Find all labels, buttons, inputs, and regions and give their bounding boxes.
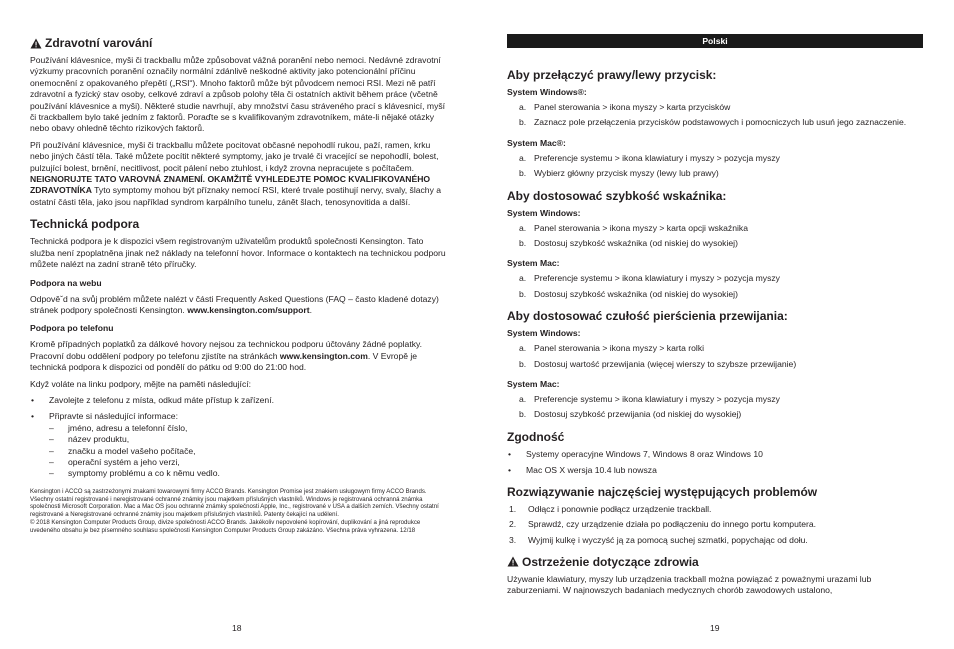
os-label-windows: System Windows: [507, 207, 581, 218]
step-marker: a. [519, 102, 527, 112]
step-text: Sprawdź, czy urządzenie działa po podłączeniu do innego portu komputera. [528, 519, 817, 530]
phone-support-text-a: Kromě případných poplatků za dálkové hovory nejsou za technickou podporu účtovány žádné poplatky. Pracovní dobu oddělení podpory po telefonu zjistíte na stránkách [30, 339, 423, 361]
list-item [507, 238, 923, 249]
buttons-windows-steps [507, 102, 923, 129]
step-text: Panel sterowania > ikona myszy > karta rolki [534, 343, 705, 354]
health-warning-emphasis: NEIGNORUJTE TATO VAROVNÁ ZNAMENÍ. OKAMŽITĚ VYHLEDEJTE POMOC KVALIFIKOVANÉHO ZDRAVOTNÍKA [30, 174, 431, 196]
tech-support-heading [30, 217, 447, 231]
step-text: Wyjmij kulkę i wyczyść ją za pomocą suchej szmatki, popychając od dołu. [528, 534, 808, 545]
list-item: – název produktu, [49, 434, 447, 445]
warning-icon [507, 556, 519, 567]
step-marker: b. [519, 238, 527, 249]
web-support-text: Odpověˇd na svůj problém můžete nalézt v části Frequently Asked Questions (FAQ – často kladené dotazy) stránek podpory společnosti Kensington. [30, 293, 439, 315]
list-item [507, 117, 923, 128]
compat-heading [507, 430, 923, 444]
step-marker: a. [519, 343, 527, 354]
list-item [507, 102, 923, 113]
legal-notice: Kensington i ACCO są zastrzeżonymi znakami towarowymi firmy ACCO Brands. Kensington Promise jest znakiem usługowym firmy ACCO Brands. Všechny ostatní registrované i neregistrované ochranné známky jsou majetkem příslušných vlastníků. Windows je registrovaná ochranná známka společnosti Microsoft Corporation. Mac a Mac OS jsou ochranné známky společnosti Apple, Inc., registrované v USA a dalších zemích. Všechny ostatní registrované a Neregistrované ochranné známky jsou majetkem příslušných vlastníků. Patenty čekající na udělení. [30, 487, 439, 519]
step-marker: b. [519, 409, 527, 420]
health-warning-para2-b: Tyto symptomy mohou být příznaky nemocí RSI, které trvale postihují nervy, svaly, šlachy a ostatní části těla, jako jsou například syndrom karpálního tunelu, zánět šlach, tenosynovitida a další. [30, 185, 442, 207]
list-item [507, 359, 923, 370]
list-item [507, 519, 923, 530]
scroll-title: Aby dostosować czułość pierścienia przewijania: [507, 309, 788, 324]
step-marker: a. [519, 222, 527, 233]
scroll-windows-steps [507, 343, 923, 370]
list-item: – operační systém a jeho verzi, [49, 457, 447, 468]
health-heading [507, 555, 923, 569]
trouble-steps [507, 504, 923, 546]
list-item: • Mac OS X wersja 10.4 lub nowsza [507, 465, 923, 476]
step-marker: a. [519, 273, 527, 284]
step-marker: 3. [509, 534, 517, 545]
language-header: Polski [507, 34, 923, 48]
buttons-title: Aby przełączyć prawy/lewy przycisk: [507, 68, 717, 82]
step-marker: 2. [509, 519, 517, 530]
step-marker: b. [519, 117, 527, 128]
step-text: Dostosuj szybkość wskaźnika (od niskiej do wysokiej) [534, 238, 738, 249]
step-marker: a. [519, 152, 527, 163]
step-text: Zaznacz pole przełączenia przycisków podstawowych i pomocniczych lub usuń jego zaznaczenie. [534, 117, 907, 128]
list-item [507, 409, 923, 420]
buttons-heading [507, 68, 923, 82]
health-warning-para2-a: Při používání klávesnice, myši či trackballu můžete pocitovat občasné nepohodlí rukou, paží, ramen, krku nebo jiných částí těla. Také můžete pocítit některé symptomy, jako je trvalé či vracející se nepohodlí, bolest, pulzující bolest, brnění, necitlivost, pocit pálení nebo ztuhlost, i když zrovna nepracujete s počítačem. [30, 139, 439, 173]
step-marker: b. [519, 288, 527, 299]
list-item [507, 273, 923, 284]
support-url-link[interactable]: www.kensington.com/support [187, 304, 310, 315]
trouble-heading [507, 485, 923, 499]
phone-support-text-b: . V Evropě je technická podpora k dispozici od pondělí do pátku od 9:00 do 21:00 hod. [30, 350, 418, 373]
right-column [507, 34, 923, 597]
tech-support-title: Technická podpora [30, 217, 140, 232]
health-para: Używanie klawiatury, myszy lub urządzenia trackball można powiązać z poważnymi urazami lub zaburzeniami. W najnowszych badaniach medycznych chorób zawodowych ustalono, [507, 573, 872, 596]
phone-support-heading: Podpora po telefonu [30, 323, 114, 334]
warning-icon [30, 38, 42, 49]
pointer-windows-steps [507, 223, 923, 250]
step-text: Wybierz główny przycisk myszy (lewy lub prawy) [534, 168, 719, 179]
list-item: – značku a model vašeho počítače, [49, 446, 447, 457]
step-marker: b. [519, 168, 527, 179]
step-text: Odłącz i ponownie podłącz urządzenie trackball. [528, 503, 712, 514]
health-title: Ostrzeżenie dotyczące zdrowia [522, 554, 699, 569]
list-item [507, 504, 923, 515]
pointer-heading [507, 189, 923, 203]
list-item: • Zavolejte z telefonu z místa, odkud máte přístup k zařízení. [30, 395, 447, 406]
step-text: Dostosuj szybkość wskaźnika (od niskiej do wysokiej) [534, 288, 738, 299]
pointer-mac-steps [507, 273, 923, 300]
list-item [507, 153, 923, 164]
right-page [477, 0, 954, 649]
list-item [507, 394, 923, 405]
list-item [507, 223, 923, 234]
compat-list [507, 449, 923, 477]
os-label-windows: System Windows: [507, 328, 581, 339]
health-warning-title: Zdravotní varování [45, 36, 153, 50]
list-item [507, 168, 923, 179]
os-label-mac: System Mac: [507, 379, 560, 390]
web-support-end: . [309, 304, 312, 315]
list-item [30, 411, 447, 479]
os-label-mac: System Mac®: [507, 137, 566, 148]
left-column [30, 36, 447, 535]
list-item [507, 535, 923, 546]
health-warning-para2 [30, 140, 447, 208]
buttons-mac-steps [507, 153, 923, 180]
tech-support-para: Technická podpora je k dispozici všem registrovaným uživatelům produktů společnosti Kensington. Tato služba není zpoplatněna jinak než náklady na telefonní hovor. Informace o kontaktech na technickou podporu můžete nalézt na zadní straně této příručky. [30, 236, 446, 270]
step-text: Preferencje systemu > ikona klawiatury i myszy > pozycja myszy [534, 152, 780, 163]
step-marker: b. [519, 358, 527, 369]
web-support-para [30, 294, 447, 317]
list-item: – symptomy problému a co k němu vedlo. [49, 468, 447, 479]
step-text: Preferencje systemu > ikona klawiatury i myszy > pozycja myszy [534, 273, 780, 284]
compat-title: Zgodność [507, 429, 565, 444]
info-sublist [49, 423, 447, 480]
step-text: Panel sterowania > ikona myszy > karta opcji wskaźnika [534, 222, 748, 233]
step-marker: 1. [509, 503, 517, 514]
phone-support-para [30, 339, 447, 373]
list-item [507, 343, 923, 354]
scroll-mac-steps [507, 394, 923, 421]
step-text: Preferencje systemu > ikona klawiatury i myszy > pozycja myszy [534, 394, 780, 405]
pointer-title: Aby dostosować szybkość wskaźnika: [507, 188, 727, 203]
step-marker: a. [519, 394, 527, 405]
page-number: 19 [710, 623, 720, 633]
health-warning-heading [30, 36, 447, 50]
scroll-heading [507, 309, 923, 323]
call-checklist [30, 395, 447, 480]
page-number: 18 [232, 623, 242, 633]
step-text: Dostosuj wartość przewijania (więcej wierszy to szybsze przewijanie) [534, 358, 797, 369]
web-support-heading: Podpora na webu [30, 277, 102, 288]
copyright-notice: © 2018 Kensington Computer Products Group, divize společnosti ACCO Brands. Jakékoliv nepovolené kopírování, duplikování a jiná reprodukce uvedeného obsahu je bez písemného souhlasu společnosti Kensington Computer Products Group zakázáno. Všechna práva vyhrazena. 12/18 [30, 518, 421, 534]
step-text: Panel sterowania > ikona myszy > karta przycisków [534, 102, 731, 112]
trouble-title: Rozwiązywanie najczęściej występujących problemów [507, 484, 818, 499]
kensington-url-link[interactable]: www.kensington.com [279, 350, 368, 361]
list-item-label: Připravte si následující informace: [49, 411, 178, 422]
os-label-mac: System Mac: [507, 258, 560, 269]
list-item: – jméno, adresu a telefonní číslo, [49, 423, 447, 434]
call-intro: Když voláte na linku podpory, mějte na paměti následující: [30, 378, 252, 389]
list-item: • Systemy operacyjne Windows 7, Windows 8 oraz Windows 10 [507, 449, 923, 460]
health-warning-para1: Používání klávesnice, myši či trackballu může způsobovat vážná poranění nebo nemoci. Nedávné zdravotní výzkumy pracovních poranění označily normální zdánlivě neškodné aktivity jako potencionální příčinu onemocnění z opakovaného přepětí („RSI“). Mnoho faktorů může být původcem nemoci RSI. Mezi ně patří zdravotní a fyzický stav osoby, celkové zdraví a způsob polohy těla či ostatních aktivit během práce (včetně používání klávesnice a myši). Některé studie navrhují, aby množství času stráveného prací s klávesnicí, myší či trackballem bylo také jedním z faktorů. Poraďte se s kvalifikovaným zdravotníkem, máte-li nějaké otázky nebo obavy ohledně těchto rizikových faktorů. [30, 55, 446, 134]
os-label-windows: System Windows®: [507, 87, 587, 97]
step-text: Dostosuj szybkość przewijania (od niskiej do wysokiej) [534, 409, 742, 420]
list-item [507, 289, 923, 300]
